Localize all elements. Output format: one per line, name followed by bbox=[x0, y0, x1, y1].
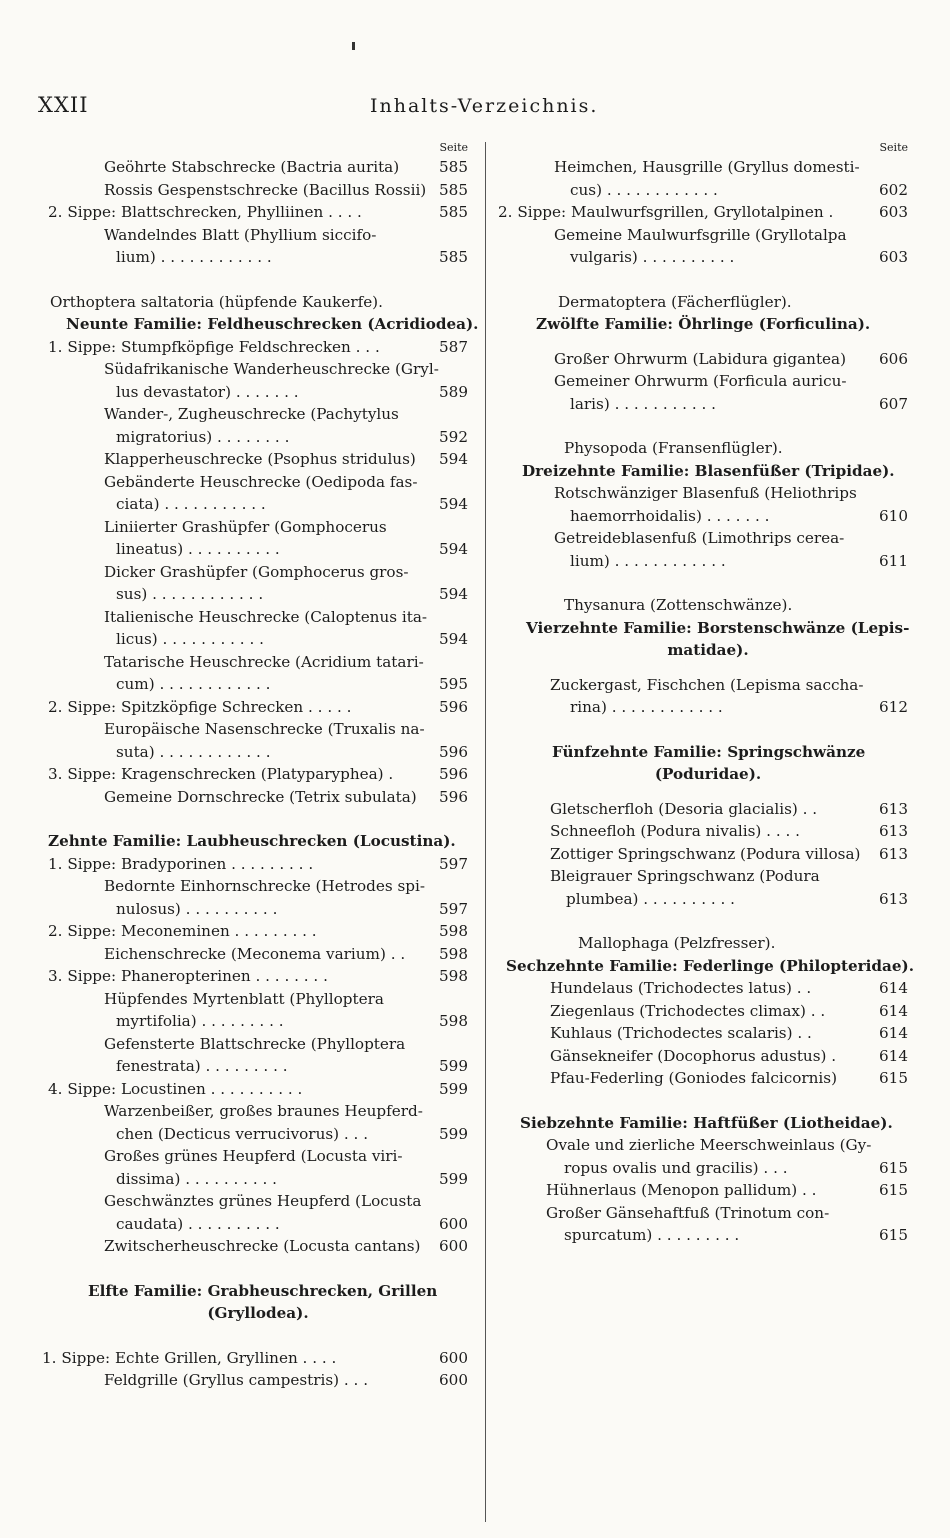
toc-entry bbox=[38, 336, 478, 359]
toc-entry bbox=[498, 201, 918, 224]
toc-entry bbox=[38, 516, 478, 539]
entry-page-number: 585 bbox=[439, 248, 468, 266]
entry-text: dissima) . . . . . . . . . . bbox=[116, 1169, 277, 1188]
entry-text: laris) . . . . . . . . . . . bbox=[570, 394, 716, 413]
toc-entry bbox=[38, 1123, 478, 1146]
toc-entry bbox=[498, 932, 918, 955]
entry-text: Großer Ohrwurm (Labidura gigantea) bbox=[554, 349, 847, 368]
toc-entry bbox=[498, 550, 918, 573]
entry-text: Fünfzehnte Familie: Springschwänze bbox=[552, 742, 866, 761]
entry-page-number: 599 bbox=[439, 1124, 468, 1143]
spacer bbox=[38, 1258, 478, 1280]
entry-page-number: 600 bbox=[439, 1371, 468, 1389]
entry-page-number: 602 bbox=[879, 180, 908, 199]
toc-entry bbox=[38, 606, 478, 629]
entry-page-number: 592 bbox=[439, 427, 468, 446]
entry-text: sus) . . . . . . . . . . . . bbox=[116, 585, 264, 603]
entry-text: chen (Decticus verrucivorus) . . . bbox=[116, 1124, 369, 1143]
entry-text: Liniierter Grashüpfer (Gomphocerus bbox=[104, 517, 387, 536]
toc-entry bbox=[38, 403, 478, 426]
entry-text: Gefensterte Blattschrecke (Phylloptera bbox=[104, 1034, 406, 1053]
spacer bbox=[498, 415, 918, 437]
entry-text: cus) . . . . . . . . . . . . bbox=[570, 180, 718, 199]
entry-text: Gemeine Dornschrecke (Tetrix subulata) bbox=[104, 787, 417, 806]
entry-text: Pfau-Federling (Goniodes falcicornis) bbox=[550, 1069, 837, 1087]
toc-entry bbox=[498, 505, 918, 528]
entry-text: 3. Sippe: Kragenschrecken (Platyparyphea) . bbox=[48, 765, 394, 783]
entry-text: Neunte Familie: Feldheuschrecken (Acridiodea). bbox=[66, 315, 478, 333]
entry-text: Zuckergast, Fischchen (Lepisma saccha- bbox=[550, 675, 864, 694]
entry-text: 2. Sippe: Maulwurfsgrillen, Gryllotalpinen . bbox=[498, 203, 834, 221]
toc-entry bbox=[498, 291, 918, 314]
toc-entry bbox=[38, 140, 478, 156]
entry-text: Tatarische Heuschrecke (Acridium tatari- bbox=[104, 652, 424, 671]
entry-page-number: 613 bbox=[879, 844, 908, 863]
entry-text: Bleigrauer Springschwanz (Podura bbox=[550, 867, 820, 885]
toc-entry bbox=[38, 786, 478, 809]
entry-text: lus devastator) . . . . . . . bbox=[116, 382, 299, 401]
entry-text: Elfte Familie: Grabheuschrecken, Grillen bbox=[88, 1281, 438, 1300]
toc-entry bbox=[38, 358, 478, 381]
toc-entry bbox=[38, 1033, 478, 1056]
toc-entry bbox=[38, 920, 478, 943]
toc-entry bbox=[38, 1302, 478, 1325]
entry-text: Dreizehnte Familie: Blasenfüßer (Tripidae). bbox=[522, 461, 895, 480]
spacer bbox=[498, 269, 918, 291]
entry-page-number: 594 bbox=[439, 540, 468, 558]
entry-text: Zwitscherheuschrecke (Locusta cantans) bbox=[104, 1237, 421, 1255]
entry-text: 1. Sippe: Echte Grillen, Gryllinen . . . . bbox=[42, 1348, 337, 1367]
spacer bbox=[38, 1325, 478, 1347]
toc-entry bbox=[498, 1157, 918, 1180]
entry-text: Bedornte Einhornschrecke (Hetrodes spi- bbox=[104, 877, 426, 895]
entry-text: Warzenbeißer, großes braunes Heupferd- bbox=[104, 1102, 423, 1120]
entry-page-number: 598 bbox=[439, 922, 468, 940]
spacer bbox=[498, 786, 918, 798]
entry-text: Rotschwänziger Blasenfuß (Heliothrips bbox=[554, 484, 857, 502]
toc-entry bbox=[498, 1224, 918, 1247]
entry-page-number: 596 bbox=[439, 742, 468, 761]
entry-page-number: 613 bbox=[879, 799, 908, 818]
entry-page-number: 599 bbox=[439, 1169, 468, 1188]
toc-entry bbox=[38, 246, 478, 269]
entry-text: migratorius) . . . . . . . . bbox=[116, 427, 290, 446]
entry-text: Getreideblasenfuß (Limothrips cerea- bbox=[554, 529, 845, 547]
entry-text: ciata) . . . . . . . . . . . bbox=[116, 495, 266, 513]
toc-entry bbox=[498, 179, 918, 202]
toc-entry bbox=[38, 224, 478, 247]
entry-text: 2. Sippe: Meconeminen . . . . . . . . . bbox=[48, 922, 317, 940]
entry-text: Rossis Gespenstschrecke (Bacillus Rossii) bbox=[104, 180, 427, 199]
toc-entry bbox=[498, 460, 918, 483]
entry-text: 2. Sippe: Spitzköpfige Schrecken . . . . . bbox=[48, 697, 352, 716]
toc-entry bbox=[498, 437, 918, 460]
toc-entry bbox=[38, 493, 478, 516]
entry-text: 1. Sippe: Bradyporinen . . . . . . . . . bbox=[48, 854, 314, 873]
entry-text: rina) . . . . . . . . . . . . bbox=[570, 698, 723, 716]
toc-entry bbox=[38, 1369, 478, 1392]
entry-text: Hüpfendes Myrtenblatt (Phylloptera bbox=[104, 989, 384, 1008]
spacer bbox=[498, 1090, 918, 1112]
toc-entry bbox=[38, 943, 478, 966]
entry-text: (Poduridae). bbox=[654, 765, 762, 783]
entry-page-number: 594 bbox=[439, 585, 468, 603]
entry-text: Ovale und zierliche Meerschweinlaus (Gy- bbox=[546, 1136, 872, 1154]
toc-entry bbox=[498, 224, 918, 247]
toc-entry bbox=[38, 1078, 478, 1101]
entry-text: Dicker Grashüpfer (Gomphocerus gros- bbox=[104, 562, 409, 581]
entry-text: Mallophaga (Pelzfresser). bbox=[578, 934, 776, 952]
toc-entry bbox=[38, 763, 478, 786]
entry-page-number: 594 bbox=[439, 630, 468, 648]
entry-text: Gletscherfloh (Desoria glacialis) . . bbox=[550, 799, 818, 818]
toc-entry bbox=[38, 156, 478, 179]
toc-entry bbox=[38, 561, 478, 584]
toc-entry bbox=[498, 1179, 918, 1202]
entry-page-number: 585 bbox=[439, 180, 468, 199]
toc-entry bbox=[38, 853, 478, 876]
toc-entry bbox=[38, 651, 478, 674]
entry-text: Ziegenlaus (Trichodectes climax) . . bbox=[550, 1001, 826, 1020]
entry-page-number: 614 bbox=[879, 1024, 908, 1042]
toc-entry bbox=[498, 1045, 918, 1068]
entry-text: myrtifolia) . . . . . . . . . bbox=[116, 1012, 284, 1030]
toc-entry bbox=[38, 1280, 478, 1303]
entry-page-number: 615 bbox=[879, 1158, 908, 1177]
entry-text: Zottiger Springschwanz (Podura villosa) bbox=[550, 844, 861, 863]
toc-entry bbox=[498, 639, 918, 662]
toc-entry bbox=[38, 875, 478, 898]
toc-entry bbox=[498, 820, 918, 843]
entry-text: 3. Sippe: Phaneropterinen . . . . . . . . bbox=[48, 967, 328, 985]
entry-text: (Gryllodea). bbox=[207, 1304, 309, 1322]
toc-entry bbox=[498, 798, 918, 821]
entry-page-number: 597 bbox=[439, 854, 468, 873]
entry-text: Hundelaus (Trichodectes latus) . . bbox=[550, 979, 812, 997]
entry-page-number: 587 bbox=[439, 337, 468, 356]
toc-entry bbox=[498, 527, 918, 550]
entry-page-number: 596 bbox=[439, 765, 468, 783]
toc-entry bbox=[498, 393, 918, 416]
entry-page-number: 613 bbox=[879, 822, 908, 840]
entry-text: Physopoda (Fransenflügler). bbox=[564, 439, 783, 457]
toc-entry bbox=[38, 673, 478, 696]
toc-entry bbox=[498, 865, 918, 888]
entry-text: fenestrata) . . . . . . . . . bbox=[116, 1057, 288, 1075]
spacer bbox=[498, 336, 918, 348]
toc-entry bbox=[498, 763, 918, 786]
entry-page-number: 598 bbox=[439, 967, 468, 985]
toc-entry bbox=[38, 381, 478, 404]
toc-entry bbox=[38, 538, 478, 561]
toc-entry bbox=[498, 482, 918, 505]
toc-entry bbox=[38, 1168, 478, 1191]
toc-entry bbox=[498, 1067, 918, 1090]
entry-text: licus) . . . . . . . . . . . bbox=[116, 630, 264, 648]
entry-page-number: 594 bbox=[439, 450, 468, 468]
entry-page-number: 614 bbox=[879, 1001, 908, 1020]
entry-text: Zwölfte Familie: Öhrlinge (Forficulina). bbox=[536, 315, 871, 333]
spacer bbox=[498, 910, 918, 932]
entry-text: matidae). bbox=[667, 641, 749, 659]
toc-entry bbox=[38, 471, 478, 494]
entry-text: Hühnerlaus (Menopon pallidum) . . bbox=[546, 1181, 817, 1199]
toc-entry bbox=[38, 426, 478, 449]
entry-page-number: 613 bbox=[879, 889, 908, 908]
entry-text: 4. Sippe: Locustinen . . . . . . . . . . bbox=[48, 1079, 303, 1098]
entry-page-number: 598 bbox=[439, 944, 468, 963]
toc-entry bbox=[498, 1134, 918, 1157]
toc-entry bbox=[38, 965, 478, 988]
toc-entry bbox=[498, 1022, 918, 1045]
entry-page-number: 599 bbox=[439, 1079, 468, 1098]
entry-text: Eichenschrecke (Meconema varium) . . bbox=[104, 944, 406, 963]
entry-text: ropus ovalis und gracilis) . . . bbox=[564, 1158, 788, 1177]
entry-page-number: Seite bbox=[439, 141, 468, 154]
entry-text: Gemeine Maulwurfsgrille (Gryllotalpa bbox=[554, 225, 847, 244]
entry-text: vulgaris) . . . . . . . . . . bbox=[570, 248, 735, 266]
toc-entry bbox=[38, 291, 478, 314]
entry-text: Heimchen, Hausgrille (Gryllus domesti- bbox=[554, 158, 860, 176]
entry-text: suta) . . . . . . . . . . . . bbox=[116, 742, 271, 761]
entry-text: Gebänderte Heuschrecke (Oedipoda fas- bbox=[104, 472, 418, 491]
entry-text: Feldgrille (Gryllus campestris) . . . bbox=[104, 1371, 369, 1389]
entry-page-number: 614 bbox=[879, 979, 908, 997]
entry-page-number: 612 bbox=[879, 698, 908, 716]
toc-entry bbox=[498, 313, 918, 336]
entry-text: Kuhlaus (Trichodectes scalaris) . . bbox=[550, 1024, 812, 1042]
toc-entry bbox=[498, 156, 918, 179]
entry-text: Wander-, Zugheuschrecke (Pachytylus bbox=[104, 405, 399, 423]
toc-entry bbox=[38, 201, 478, 224]
entry-text: Gemeiner Ohrwurm (Forficula auricu- bbox=[554, 372, 847, 390]
entry-text: spurcatum) . . . . . . . . . bbox=[564, 1226, 740, 1244]
toc-entry bbox=[498, 696, 918, 719]
toc-entry bbox=[498, 977, 918, 1000]
page-number: XXII bbox=[38, 93, 89, 117]
entry-text: Geöhrte Stabschrecke (Bactria aurita) bbox=[104, 158, 400, 176]
entry-page-number: Seite bbox=[879, 141, 908, 154]
right-column bbox=[498, 140, 918, 1247]
entry-text: Klapperheuschrecke (Psophus stridulus) bbox=[104, 450, 416, 468]
entry-text: 1. Sippe: Stumpfköpfige Feldschrecken . . . bbox=[48, 337, 380, 356]
entry-text: Europäische Nasenschrecke (Truxalis na- bbox=[104, 720, 425, 738]
toc-entry bbox=[38, 898, 478, 921]
entry-text: Gänsekneifer (Docophorus adustus) . bbox=[550, 1046, 837, 1065]
entry-text: plumbea) . . . . . . . . . . bbox=[566, 889, 736, 908]
entry-text: nulosus) . . . . . . . . . . bbox=[116, 899, 278, 918]
entry-text: haemorrhoidalis) . . . . . . . bbox=[570, 506, 770, 525]
toc-entry bbox=[38, 718, 478, 741]
entry-text: Großer Gänsehaftfuß (Trinotum con- bbox=[546, 1203, 830, 1222]
entry-page-number: 596 bbox=[439, 787, 468, 806]
entry-page-number: 615 bbox=[879, 1226, 908, 1244]
entry-text: cum) . . . . . . . . . . . . bbox=[116, 675, 271, 693]
toc-entry bbox=[38, 1055, 478, 1078]
entry-text: 2. Sippe: Blattschrecken, Phylliinen . . . . bbox=[48, 203, 362, 221]
entry-text: Siebzehnte Familie: Haftfüßer (Liotheidae). bbox=[520, 1113, 893, 1132]
entry-text: Orthoptera saltatoria (hüpfende Kaukerfe). bbox=[50, 292, 383, 311]
toc-entry bbox=[38, 1347, 478, 1370]
entry-page-number: 615 bbox=[879, 1181, 908, 1199]
toc-entry bbox=[38, 313, 478, 336]
entry-text: Italienische Heuschrecke (Caloptenus ita- bbox=[104, 607, 428, 626]
toc-entry bbox=[498, 741, 918, 764]
toc-entry bbox=[38, 696, 478, 719]
entry-page-number: 603 bbox=[879, 248, 908, 266]
toc-entry bbox=[38, 1190, 478, 1213]
toc-entry bbox=[38, 583, 478, 606]
entry-text: Thysanura (Zottenschwänze). bbox=[564, 596, 793, 614]
toc-entry bbox=[38, 179, 478, 202]
entry-page-number: 614 bbox=[879, 1046, 908, 1065]
entry-text: Schneefloh (Podura nivalis) . . . . bbox=[550, 822, 800, 840]
entry-page-number: 594 bbox=[439, 495, 468, 513]
toc-entry bbox=[38, 741, 478, 764]
spacer bbox=[38, 808, 478, 830]
toc-entry bbox=[498, 1000, 918, 1023]
toc-entry bbox=[38, 628, 478, 651]
toc-entry bbox=[498, 955, 918, 978]
toc-entry bbox=[38, 1213, 478, 1236]
toc-entry bbox=[38, 1145, 478, 1168]
toc-entry bbox=[38, 1235, 478, 1258]
left-column bbox=[38, 140, 478, 1392]
toc-entry bbox=[498, 370, 918, 393]
entry-text: Geschwänztes grünes Heupferd (Locusta bbox=[104, 1192, 422, 1210]
toc-entry bbox=[498, 1202, 918, 1225]
entry-page-number: 607 bbox=[879, 394, 908, 413]
entry-page-number: 615 bbox=[879, 1069, 908, 1087]
page-title: Inhalts-Verzeichnis. bbox=[370, 95, 599, 117]
entry-page-number: 599 bbox=[439, 1057, 468, 1075]
toc-entry bbox=[498, 617, 918, 640]
entry-page-number: 600 bbox=[439, 1237, 468, 1255]
toc-entry bbox=[38, 448, 478, 471]
entry-text: lium) . . . . . . . . . . . . bbox=[116, 248, 272, 266]
entry-text: Südafrikanische Wanderheuschrecke (Gryl- bbox=[104, 360, 439, 378]
toc-entry bbox=[498, 246, 918, 269]
spacer bbox=[38, 269, 478, 291]
entry-page-number: 585 bbox=[439, 158, 468, 176]
entry-text: lium) . . . . . . . . . . . . bbox=[570, 551, 726, 570]
toc-entry bbox=[498, 1112, 918, 1135]
entry-page-number: 597 bbox=[439, 899, 468, 918]
entry-page-number: 600 bbox=[439, 1214, 468, 1233]
toc-entry bbox=[498, 594, 918, 617]
spacer bbox=[498, 572, 918, 594]
toc-entry bbox=[38, 988, 478, 1011]
entry-page-number: 611 bbox=[879, 551, 908, 570]
toc-entry bbox=[498, 348, 918, 371]
toc-entry bbox=[38, 1100, 478, 1123]
entry-text: Großes grünes Heupferd (Locusta viri- bbox=[104, 1147, 403, 1165]
page-header bbox=[0, 93, 950, 119]
toc-entry bbox=[498, 140, 918, 156]
toc-entry bbox=[38, 830, 478, 853]
entry-page-number: 585 bbox=[439, 203, 468, 221]
toc-entry bbox=[38, 1010, 478, 1033]
entry-text: Wandelndes Blatt (Phyllium siccifo- bbox=[104, 225, 377, 244]
spacer bbox=[498, 662, 918, 674]
entry-page-number: 596 bbox=[439, 697, 468, 716]
entry-page-number: 595 bbox=[439, 675, 468, 693]
spacer bbox=[498, 719, 918, 741]
entry-page-number: 610 bbox=[879, 506, 908, 525]
print-mark bbox=[352, 42, 355, 50]
toc-entry bbox=[498, 843, 918, 866]
toc-entry bbox=[498, 888, 918, 911]
entry-page-number: 600 bbox=[439, 1348, 468, 1367]
entry-text: Zehnte Familie: Laubheuschrecken (Locustina). bbox=[48, 832, 456, 850]
entry-text: Dermatoptera (Fächerflügler). bbox=[558, 292, 792, 311]
entry-text: caudata) . . . . . . . . . . bbox=[116, 1214, 280, 1233]
entry-text: Vierzehnte Familie: Borstenschwänze (Lepis- bbox=[526, 618, 910, 637]
toc-entry bbox=[498, 674, 918, 697]
entry-text: lineatus) . . . . . . . . . . bbox=[116, 540, 280, 558]
entry-page-number: 598 bbox=[439, 1012, 468, 1030]
entry-page-number: 603 bbox=[879, 203, 908, 221]
entry-page-number: 606 bbox=[879, 349, 908, 368]
entry-text: Sechzehnte Familie: Federlinge (Philopteridae). bbox=[506, 956, 915, 975]
entry-page-number: 589 bbox=[439, 382, 468, 401]
column-divider bbox=[485, 142, 486, 1522]
